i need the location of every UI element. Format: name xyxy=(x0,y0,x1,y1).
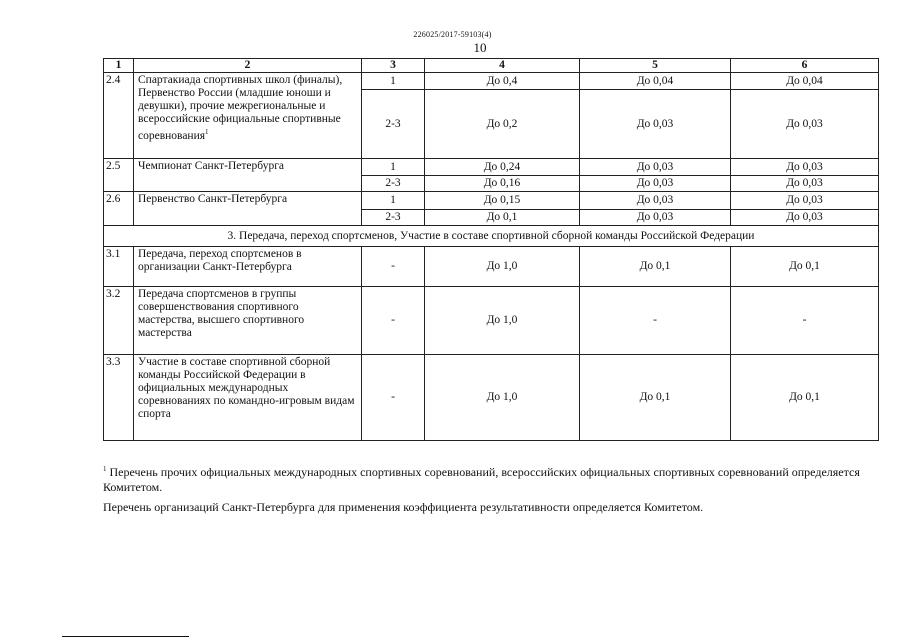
place-cell: 2-3 xyxy=(362,90,425,159)
value-cell: До 0,1 xyxy=(731,355,879,441)
value-cell: До 0,1 xyxy=(425,210,580,226)
table-header-row xyxy=(104,59,879,73)
section-title: 3. Передача, переход спортсменов, Участие в составе спортивной сборной команды Российской Федерации xyxy=(104,226,879,247)
footnote xyxy=(103,462,863,495)
footer-rule xyxy=(62,636,189,637)
place-cell: 1 xyxy=(362,159,425,176)
row-number: 2.6 xyxy=(104,192,134,226)
header-cell: 6 xyxy=(731,59,879,73)
value-cell: До 1,0 xyxy=(425,355,580,441)
value-cell: До 0,1 xyxy=(731,247,879,287)
row-title: Спартакиада спортивных школ (финалы), Первенство России (младшие юноши и девушки), прочие межрегиональные и всероссийские официальные спортивные соревнования$^1$ xyxy=(134,73,362,159)
value-cell: До 0,04 xyxy=(731,73,879,90)
header-cell: 4 xyxy=(425,59,580,73)
value-cell: До 0,1 xyxy=(580,247,731,287)
value-cell: До 1,0 xyxy=(425,247,580,287)
value-cell: До 0,03 xyxy=(731,210,879,226)
value-cell: До 1,0 xyxy=(425,287,580,355)
table-row xyxy=(104,247,879,287)
table-row xyxy=(104,287,879,355)
value-cell: До 0,03 xyxy=(731,176,879,192)
value-cell: До 0,16 xyxy=(425,176,580,192)
value-cell: До 0,03 xyxy=(580,176,731,192)
note-paragraph: Перечень организаций Санкт-Петербурга для применения коэффициента результативности определяется Комитетом. xyxy=(103,500,704,514)
footnote-text: Перечень прочих официальных международных спортивных соревнований, всероссийских официальных спортивных соревнований определяется Комитетом. xyxy=(103,465,860,494)
place-cell: - xyxy=(362,355,425,441)
value-cell: До 0,03 xyxy=(580,210,731,226)
place-cell: 2-3 xyxy=(362,176,425,192)
value-cell: До 0,2 xyxy=(425,90,580,159)
row-title: Передача, переход спортсменов в организации Санкт-Петербурга xyxy=(134,247,362,287)
value-cell: До 0,4 xyxy=(425,73,580,90)
value-cell: До 0,1 xyxy=(580,355,731,441)
place-cell: 2-3 xyxy=(362,210,425,226)
row-title: Чемпионат Санкт-Петербурга xyxy=(134,159,362,192)
value-cell: До 0,03 xyxy=(731,192,879,210)
table-row xyxy=(104,159,879,176)
row-number: 2.4 xyxy=(104,73,134,159)
table-row xyxy=(104,355,879,441)
table-row xyxy=(104,192,879,210)
page-number: 10 xyxy=(473,40,487,55)
row-number: 3.2 xyxy=(104,287,134,355)
value-cell: - xyxy=(580,287,731,355)
place-cell: - xyxy=(362,287,425,355)
row-title: Первенство Санкт-Петербурга xyxy=(134,192,362,226)
footnote-mark: 1 xyxy=(103,465,107,473)
document-id: 226025/2017-59103(4) xyxy=(413,30,492,39)
header-cell: 2 xyxy=(134,59,362,73)
value-cell: До 0,03 xyxy=(580,159,731,176)
row-title: Передача спортсменов в группы совершенствования спортивного мастерства, высшего спортивного мастерства xyxy=(134,287,362,355)
value-cell: До 0,15 xyxy=(425,192,580,210)
footnote-marker: 1 xyxy=(205,128,209,136)
value-cell: - xyxy=(731,287,879,355)
header-cell: 3 xyxy=(362,59,425,73)
value-cell: До 0,03 xyxy=(731,159,879,176)
place-cell: 1 xyxy=(362,73,425,90)
place-cell: - xyxy=(362,247,425,287)
value-cell: До 0,03 xyxy=(731,90,879,159)
coefficients-table xyxy=(103,58,879,441)
row-title: Участие в составе спортивной сборной команды Российской Федерации в официальных международных соревнованиях по командно-игровым видам спорта xyxy=(134,355,362,441)
value-cell: До 0,04 xyxy=(580,73,731,90)
section-row xyxy=(104,226,879,247)
row-number: 2.5 xyxy=(104,159,134,192)
place-cell: 1 xyxy=(362,192,425,210)
row-number: 3.3 xyxy=(104,355,134,441)
value-cell: До 0,03 xyxy=(580,192,731,210)
row-number: 3.1 xyxy=(104,247,134,287)
header-cell: 1 xyxy=(104,59,134,73)
value-cell: До 0,03 xyxy=(580,90,731,159)
table-row xyxy=(104,73,879,90)
value-cell: До 0,24 xyxy=(425,159,580,176)
header-cell: 5 xyxy=(580,59,731,73)
